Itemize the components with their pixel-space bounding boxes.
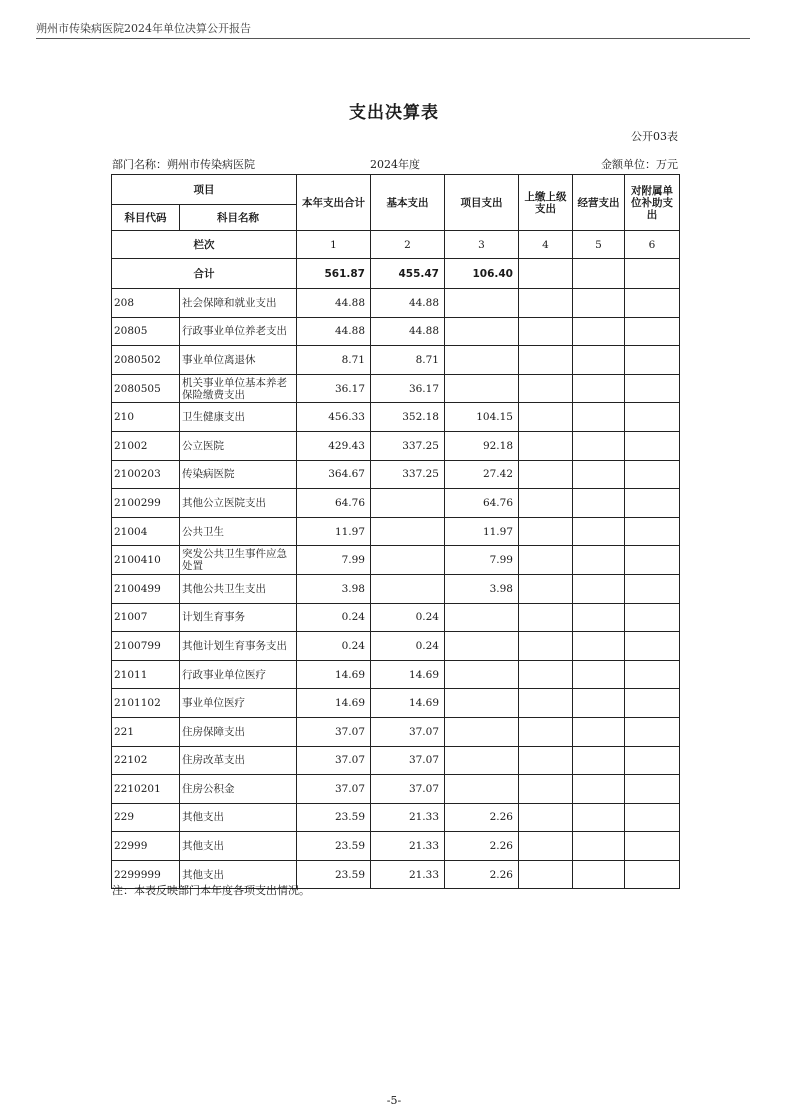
table-row [112,574,680,603]
seq-4: 4 [519,231,573,259]
row-code: 210 [112,403,180,432]
row-subsidy [625,346,680,375]
row-code: 21007 [112,603,180,632]
header-project-expense: 项目支出 [445,175,519,231]
row-upper [519,775,573,804]
row-subsidy [625,603,680,632]
row-basic: 37.07 [371,775,445,804]
row-subsidy [625,803,680,832]
row-code: 2100499 [112,574,180,603]
table-row [112,517,680,546]
row-code: 208 [112,289,180,318]
row-name: 其他支出 [180,803,297,832]
row-business [573,574,625,603]
row-upper [519,317,573,346]
row-project: 2.26 [445,860,519,889]
table-row [112,489,680,518]
row-total: 14.69 [297,660,371,689]
row-upper [519,374,573,403]
row-name: 其他公立医院支出 [180,489,297,518]
row-business [573,346,625,375]
table-row [112,403,680,432]
row-project [445,775,519,804]
row-name: 卫生健康支出 [180,403,297,432]
row-business [573,289,625,318]
row-upper [519,489,573,518]
row-upper [519,431,573,460]
row-project: 2.26 [445,803,519,832]
row-project [445,374,519,403]
row-upper [519,603,573,632]
row-business [573,717,625,746]
row-project [445,603,519,632]
row-upper [519,574,573,603]
row-name: 传染病医院 [180,460,297,489]
row-total: 8.71 [297,346,371,375]
row-basic [371,489,445,518]
row-total: 64.76 [297,489,371,518]
row-upper [519,632,573,661]
table-row [112,431,680,460]
row-subsidy [625,632,680,661]
row-name: 公立医院 [180,431,297,460]
table-row [112,546,680,575]
row-code: 221 [112,717,180,746]
row-basic: 44.88 [371,317,445,346]
header-basic: 基本支出 [371,175,445,231]
row-name: 其他计划生育事务支出 [180,632,297,661]
row-project: 3.98 [445,574,519,603]
total-upper [519,259,573,289]
row-total: 429.43 [297,431,371,460]
header-subsidy: 对附属单位补助支出 [625,175,680,231]
row-total: 7.99 [297,546,371,575]
row-business [573,374,625,403]
row-code: 2080505 [112,374,180,403]
row-code: 2100799 [112,632,180,661]
row-subsidy [625,517,680,546]
seq-label: 栏次 [112,231,297,259]
row-basic: 8.71 [371,346,445,375]
row-upper [519,717,573,746]
page-number: -5- [386,1094,402,1107]
table-note: 注：本表反映部门本年度各项支出情况。 [112,884,310,897]
row-business [573,803,625,832]
row-code: 2299999 [112,860,180,889]
expenditure-table [111,174,680,889]
row-upper [519,289,573,318]
row-name: 公共卫生 [180,517,297,546]
row-basic: 21.33 [371,832,445,861]
row-total: 23.59 [297,803,371,832]
row-total: 0.24 [297,603,371,632]
row-subsidy [625,403,680,432]
report-header: 朔州市传染病医院2024年单位决算公开报告 [36,22,251,35]
row-basic: 37.07 [371,717,445,746]
form-number: 公开03表 [631,130,678,143]
row-total: 36.17 [297,374,371,403]
table-row [112,289,680,318]
row-subsidy [625,746,680,775]
row-name: 事业单位医疗 [180,689,297,718]
row-total: 37.07 [297,717,371,746]
row-total: 44.88 [297,317,371,346]
row-subsidy [625,546,680,575]
row-name: 其他支出 [180,860,297,889]
row-project [445,346,519,375]
header-divider [36,38,750,39]
total-project: 106.40 [445,259,519,289]
row-name: 住房公积金 [180,775,297,804]
table-row [112,346,680,375]
row-subsidy [625,832,680,861]
row-project: 104.15 [445,403,519,432]
row-subsidy [625,431,680,460]
row-upper [519,346,573,375]
seq-3: 3 [445,231,519,259]
row-business [573,775,625,804]
row-code: 22102 [112,746,180,775]
row-code: 21004 [112,517,180,546]
total-subsidy [625,259,680,289]
row-business [573,689,625,718]
row-name: 行政事业单位医疗 [180,660,297,689]
row-basic [371,574,445,603]
header-name: 科目名称 [180,205,297,231]
row-name: 计划生育事务 [180,603,297,632]
row-upper [519,832,573,861]
row-total: 364.67 [297,460,371,489]
table-row [112,460,680,489]
table-row [112,717,680,746]
row-code: 229 [112,803,180,832]
seq-2: 2 [371,231,445,259]
row-project: 2.26 [445,832,519,861]
row-name: 社会保障和就业支出 [180,289,297,318]
row-business [573,746,625,775]
row-total: 23.59 [297,832,371,861]
row-business [573,546,625,575]
header-upper: 上缴上级支出 [519,175,573,231]
seq-6: 6 [625,231,680,259]
table-row [112,374,680,403]
row-basic: 37.07 [371,746,445,775]
total-row [112,259,680,289]
row-name: 机关事业单位基本养老保险缴费支出 [180,374,297,403]
row-basic [371,546,445,575]
row-business [573,603,625,632]
row-basic: 36.17 [371,374,445,403]
row-business [573,489,625,518]
row-code: 2100410 [112,546,180,575]
row-upper [519,860,573,889]
department-name: 部门名称：朔州市传染病医院 [112,158,255,171]
row-business [573,832,625,861]
row-business [573,660,625,689]
row-total: 44.88 [297,289,371,318]
row-business [573,517,625,546]
row-basic: 21.33 [371,860,445,889]
row-total: 3.98 [297,574,371,603]
row-name: 其他支出 [180,832,297,861]
row-project [445,317,519,346]
row-subsidy [625,689,680,718]
row-basic: 14.69 [371,689,445,718]
row-upper [519,517,573,546]
row-basic: 44.88 [371,289,445,318]
fiscal-year: 2024年度 [370,158,420,171]
row-code: 2101102 [112,689,180,718]
page-title: 支出决算表 [349,103,439,123]
row-basic: 337.25 [371,460,445,489]
row-subsidy [625,860,680,889]
table-row [112,603,680,632]
row-project [445,289,519,318]
row-basic [371,517,445,546]
row-subsidy [625,660,680,689]
row-project [445,717,519,746]
row-total: 37.07 [297,775,371,804]
row-name: 住房改革支出 [180,746,297,775]
row-code: 2210201 [112,775,180,804]
row-total: 23.59 [297,860,371,889]
seq-5: 5 [573,231,625,259]
table-row [112,832,680,861]
header-project: 项目 [112,175,297,205]
header-total: 本年支出合计 [297,175,371,231]
row-basic: 337.25 [371,431,445,460]
row-name: 突发公共卫生事件应急处置 [180,546,297,575]
seq-1: 1 [297,231,371,259]
row-code: 21011 [112,660,180,689]
row-upper [519,660,573,689]
table-row [112,317,680,346]
row-project: 27.42 [445,460,519,489]
row-project: 11.97 [445,517,519,546]
header-business: 经营支出 [573,175,625,231]
row-business [573,317,625,346]
total-basic: 455.47 [371,259,445,289]
table-row [112,746,680,775]
row-business [573,632,625,661]
sequence-row [112,231,680,259]
row-subsidy [625,574,680,603]
row-subsidy [625,374,680,403]
row-code: 2100203 [112,460,180,489]
row-project [445,689,519,718]
row-subsidy [625,717,680,746]
row-subsidy [625,317,680,346]
table-row [112,660,680,689]
row-subsidy [625,460,680,489]
row-code: 2080502 [112,346,180,375]
row-project: 64.76 [445,489,519,518]
row-subsidy [625,775,680,804]
table-row [112,632,680,661]
row-total: 14.69 [297,689,371,718]
row-name: 住房保障支出 [180,717,297,746]
header-code: 科目代码 [112,205,180,231]
row-total: 37.07 [297,746,371,775]
row-business [573,403,625,432]
row-upper [519,689,573,718]
row-upper [519,546,573,575]
row-business [573,860,625,889]
table-row [112,775,680,804]
total-amount: 561.87 [297,259,371,289]
row-business [573,460,625,489]
row-project: 7.99 [445,546,519,575]
row-total: 0.24 [297,632,371,661]
row-upper [519,803,573,832]
row-total: 456.33 [297,403,371,432]
row-project [445,660,519,689]
row-total: 11.97 [297,517,371,546]
row-basic: 21.33 [371,803,445,832]
row-code: 21002 [112,431,180,460]
row-basic: 0.24 [371,632,445,661]
row-code: 2100299 [112,489,180,518]
row-business [573,431,625,460]
table-row [112,803,680,832]
row-code: 20805 [112,317,180,346]
row-upper [519,403,573,432]
row-subsidy [625,289,680,318]
row-project [445,632,519,661]
row-basic: 14.69 [371,660,445,689]
row-code: 22999 [112,832,180,861]
row-name: 行政事业单位养老支出 [180,317,297,346]
row-subsidy [625,489,680,518]
row-basic: 0.24 [371,603,445,632]
row-name: 事业单位离退休 [180,346,297,375]
row-upper [519,746,573,775]
amount-unit: 金额单位：万元 [601,158,678,171]
table-row [112,689,680,718]
total-label: 合计 [112,259,297,289]
row-upper [519,460,573,489]
total-business [573,259,625,289]
row-basic: 352.18 [371,403,445,432]
row-name: 其他公共卫生支出 [180,574,297,603]
row-project [445,746,519,775]
row-project: 92.18 [445,431,519,460]
